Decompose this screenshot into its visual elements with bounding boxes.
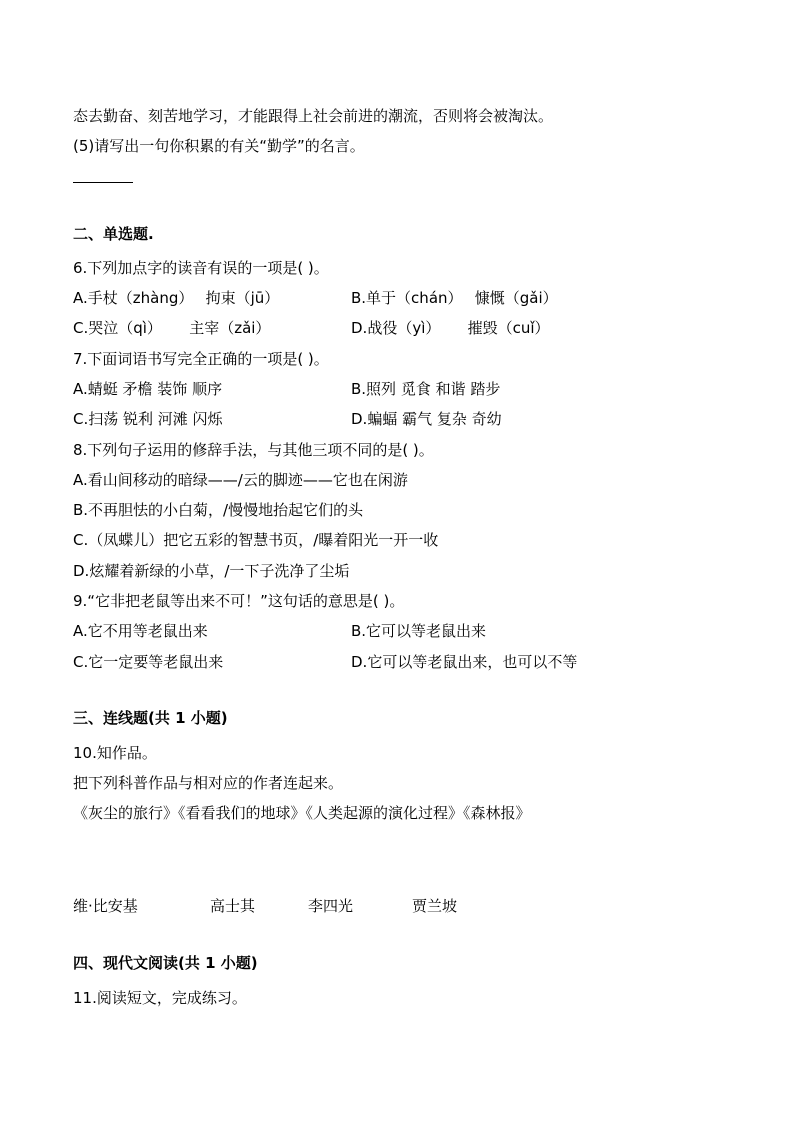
section-2-title: 二、单选题. (73, 225, 154, 243)
question-6-option-a: A.手杖（zhàng） 拘束（jū） (73, 289, 280, 307)
question-6-option-b: B.单于（chán） 慷慨（gǎi） (351, 289, 558, 307)
intro-line: 态去勤奋、刻苦地学习，才能跟得上社会前进的潮流，否则将会被淘汰。 (73, 107, 554, 125)
works-list: 《灰尘的旅行》《看看我们的地球》《人类起源的演化过程》《森林报》 (73, 804, 531, 822)
question-7-option-b: B.照列 觅食 和谐 踏步 (351, 380, 501, 398)
question-6-option-d: D.战役（yì） 摧毁（cuǐ） (351, 319, 550, 337)
question-8-option-c: C.（凤蝶儿）把它五彩的智慧书页，/曝着阳光一开一收 (73, 531, 439, 549)
question-7-stem: 7.下面词语书写完全正确的一项是( )。 (73, 350, 329, 368)
question-7-option-a: A.蜻蜓 矛檐 装饰 顺序 (73, 380, 223, 398)
question-6-option-c: C.哭泣（qì） 主宰（zǎi） (73, 319, 271, 337)
question-9-option-a: A.它不用等老鼠出来 (73, 622, 208, 640)
question-8-option-d: D.炫耀着新绿的小草，/一下子洗净了尘垢 (73, 562, 350, 580)
author-item: 李四光 (308, 897, 354, 915)
author-item: 高士其 (210, 897, 256, 915)
question-9-option-d: D.它可以等老鼠出来，也可以不等 (351, 653, 578, 671)
section-3-title: 三、连线题(共 1 小题) (73, 709, 228, 727)
question-10-stem: 10.知作品。 (73, 744, 157, 762)
question-7-option-d: D.蝙蝠 霸气 复杂 奇幼 (351, 410, 502, 428)
question-8-option-b: B.不再胆怯的小白菊，/慢慢地抬起它们的头 (73, 501, 364, 519)
question-9-option-c: C.它一定要等老鼠出来 (73, 653, 224, 671)
question-7-option-c: C.扫荡 锐利 河滩 闪烁 (73, 410, 223, 428)
answer-blank (73, 182, 133, 183)
question-10-instruction: 把下列科普作品与相对应的作者连起来。 (73, 774, 344, 792)
author-item: 维·比安基 (73, 897, 138, 915)
section-4-title: 四、现代文阅读(共 1 小题) (73, 954, 258, 972)
question-8-stem: 8.下列句子运用的修辞手法，与其他三项不同的是( )。 (73, 441, 434, 459)
question-8-option-a: A.看山间移动的暗绿——/云的脚迹——它也在闲游 (73, 471, 408, 489)
author-item: 贾兰坡 (412, 897, 458, 915)
question-6-stem: 6.下列加点字的读音有误的一项是( )。 (73, 259, 329, 277)
question-5: (5)请写出一句你积累的有关“勤学”的名言。 (73, 137, 365, 155)
question-11-stem: 11.阅读短文，完成练习。 (73, 989, 247, 1007)
question-9-stem: 9.“它非把老鼠等出来不可！”这句话的意思是( )。 (73, 592, 405, 610)
question-9-option-b: B.它可以等老鼠出来 (351, 622, 487, 640)
